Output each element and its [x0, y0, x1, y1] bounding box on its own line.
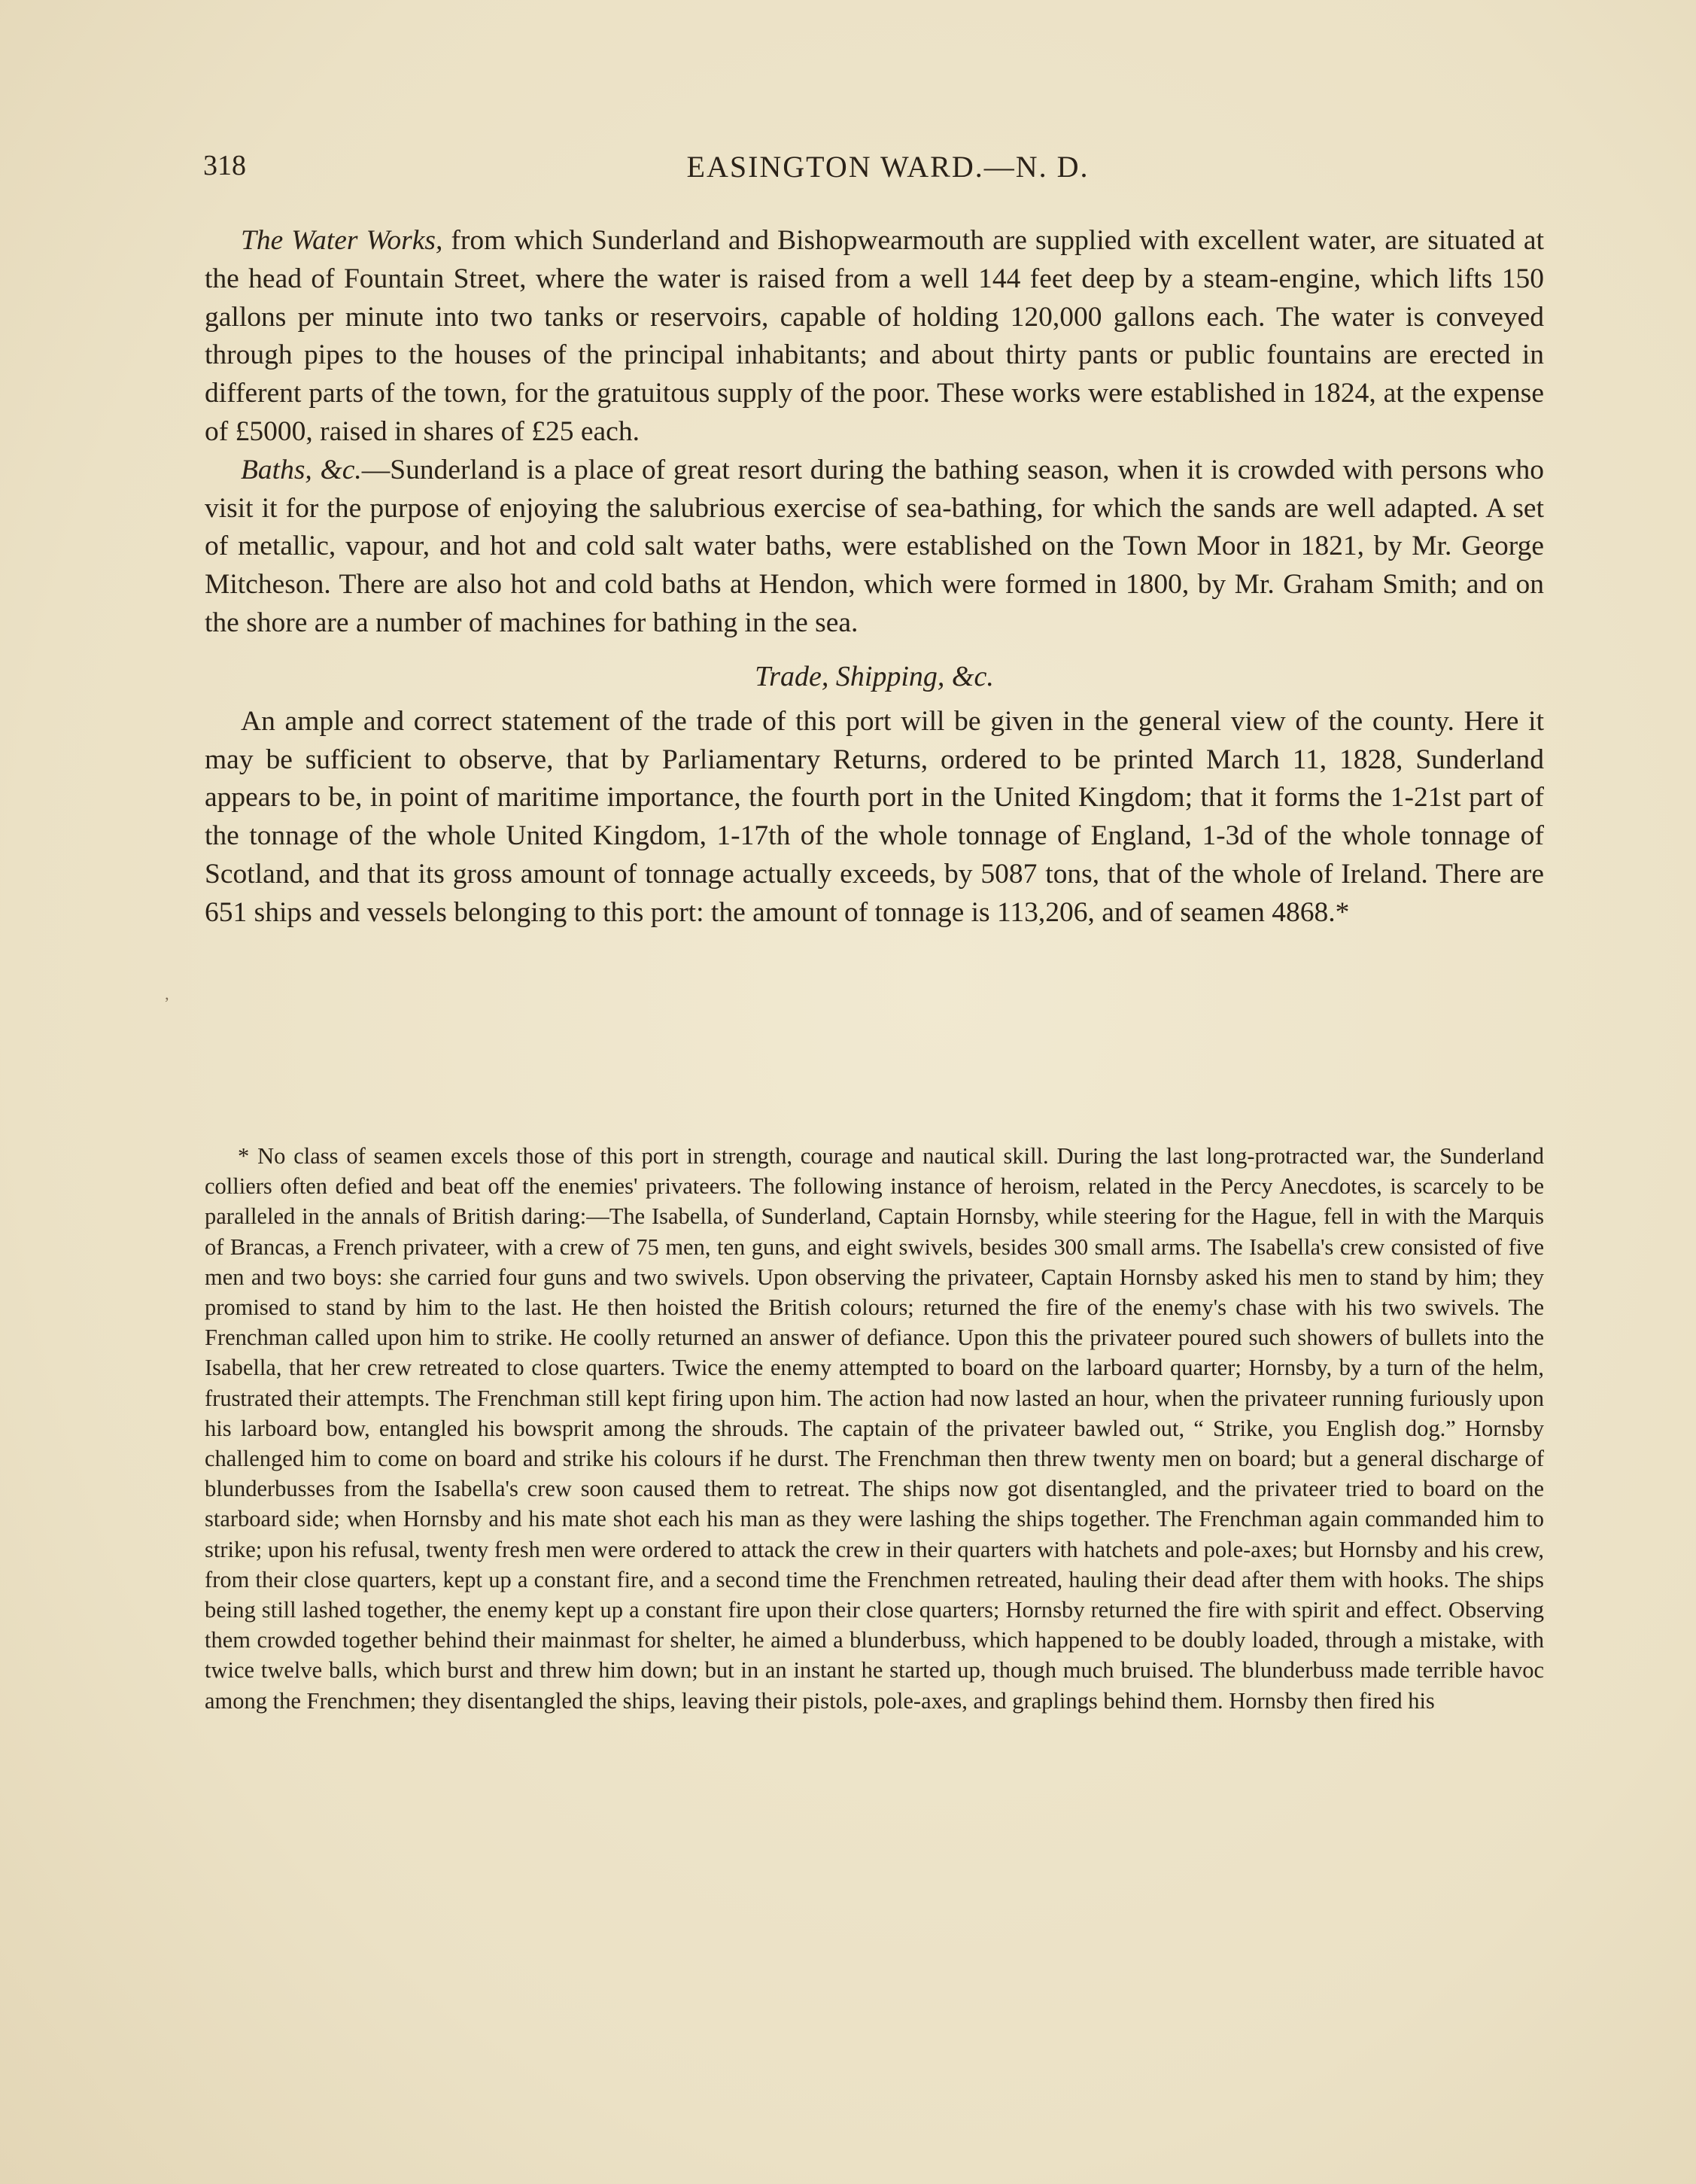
paragraph-trade: [205, 703, 1544, 932]
footnote-text: * No class of seamen excels those of this port in strength, courage and nautical skill. During the last long-protracted war, the Sunderland colliers often defied and beat off the enemies' privateers. The following instance of heroism, related in the Percy Anecdotes, is scarcely to be paralleled in the annals of British daring:—The Isabella, of Sunderland, Captain Hornsby, while steering for the Hague, fell in with the Marquis of Brancas, a French privateer, with a crew of 75 men, ten guns, and eight swivels, besides 300 small arms. The Isabella's crew consisted of five men and two boys: she carried four guns and two swivels. Upon observing the privateer, Captain Hornsby asked his men to stand by him; they promised to stand by him to the last. He then hoisted the British colours; returned the fire of the enemy's chase with his two swivels. The Frenchman called upon him to strike. He coolly returned an answer of defiance. Upon this the privateer poured such showers of bullets into the Isabella, that her crew retreated to close quarters. Twice the enemy attempted to board on the larboard quarter; Hornsby, by a turn of the helm, frustrated their attempts. The Frenchman still kept firing upon him. The action had now lasted an hour, when the privateer running furiously upon his larboard bow, entangled his bowsprit among the shrouds. The captain of the privateer bawled out, “ Strike, you English dog.” Hornsby challenged him to come on board and strike his colours if he durst. The Frenchman then threw twenty men on board; but a general discharge of blunderbusses from the Isabella's crew soon caused them to retreat. The ships now got disentangled, and the privateer tried to board on the starboard side; when Hornsby and his mate shot each his man as they were lashing the ships together. The Frenchman again commanded him to strike; upon his refusal, twenty fresh men were ordered to attack the crew in their quarters with hatchets and pole-axes; but Hornsby and his crew, from their close quarters, kept up a constant fire, and a second time the Frenchmen retreated, hauling their dead after them with hooks. The ships being still lashed together, the enemy kept up a constant fire upon their close quarters; Hornsby returned the fire with spirit and effect. Observing them crowded together behind their mainmast for shelter, he aimed a blunderbuss, which happened to be doubly loaded, through a mistake, with twice twelve balls, which burst and threw him down; but in an instant he started up, though much bruised. The blunderbuss made terrible havoc among the Frenchmen; they disentangled the ships, leaving their pistols, pole-axes, and graplings behind them. Hornsby then fired his: [205, 1143, 1544, 1714]
margin-mark: ’: [164, 993, 170, 1012]
section-heading: Trade, Shipping, &c.: [755, 660, 994, 692]
paragraph-lead: The Water Works,: [241, 225, 443, 256]
paragraph-body: from which Sunderland and Bishopwearmouth are supplied with excellent water, are situated at the head of Fountain Street, where the water is raised from a well 144 feet deep by a steam-engine, which lifts 150 gallons per minute into two tanks or reservoirs, capable of holding 120,000 gallons each. The water is conveyed through pipes to the houses of the principal inhabitants; and about thirty pants or public fountains are erected in different parts of the town, for the gratuitous supply of the poor. These works were established in 1824, at the expense of £5000, raised in shares of £25 each.: [205, 225, 1544, 447]
footnote: [205, 1141, 1544, 1716]
running-title: EASINGTON WARD.—N. D.: [686, 150, 1090, 184]
page-header: [203, 149, 1550, 194]
paragraph-body: An ample and correct statement of the trade of this port will be given in the general view of the county. Here it may be sufficient to observe, that by Parliamentary Returns, ordered to be printed March 11, 1828, Sunderland appears to be, in point of maritime importance, the fourth port in the United Kingdom; that it forms the 1-21st part of the tonnage of the whole United Kingdom, 1-17th of the whole tonnage of England, 1-3d of the whole tonnage of Scotland, and that its gross amount of tonnage actually exceeds, by 5087 tons, that of the whole of Ireland. There are 651 ships and vessels belonging to this port: the amount of tonnage is 113,206, and of seamen 4868.*: [205, 705, 1544, 928]
paragraph-body: —Sunderland is a place of great resort during the bathing season, when it is crowded with persons who visit it for the purpose of enjoying the salubrious exercise of sea-bathing, for which the sands are well adapted. A set of metallic, vapour, and hot and cold salt water baths, were established on the Town Moor in 1821, by Mr. George Mitcheson. There are also hot and cold baths at Hendon, which were formed in 1800, by Mr. Graham Smith; and on the shore are a number of machines for bathing in the sea.: [205, 454, 1544, 638]
main-text: [205, 222, 1544, 932]
paragraph-baths: [205, 452, 1544, 643]
paragraph-lead: Baths, &c.: [241, 454, 362, 485]
page-number: 318: [203, 150, 246, 181]
paragraph-water-works: [205, 222, 1544, 452]
